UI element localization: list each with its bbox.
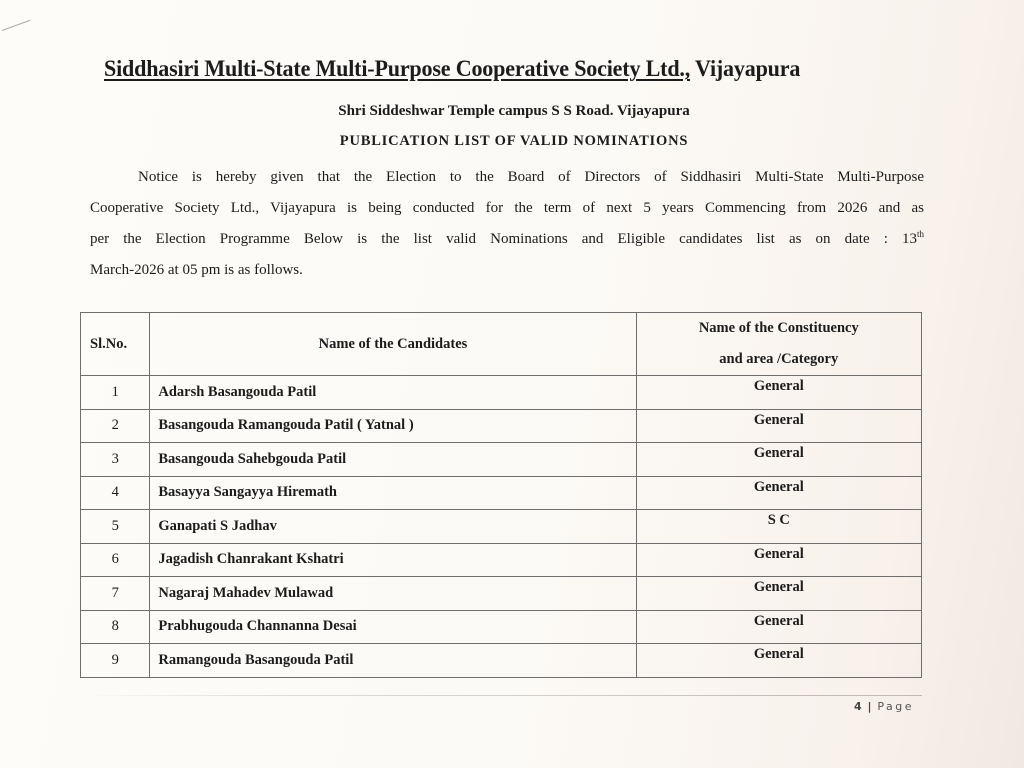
society-name: Siddhasiri Multi-State Multi-Purpose Cooperative Society Ltd.,: [104, 56, 691, 81]
table-row: [81, 476, 922, 510]
table-row: [81, 376, 922, 410]
page-footer: [854, 700, 914, 713]
cell-category: General: [636, 409, 921, 443]
notice-paragraph: [90, 162, 924, 286]
table-row: [81, 577, 922, 611]
cell-sl-no: 5: [81, 510, 150, 544]
header-category-line2: and area /Category: [719, 351, 839, 367]
cell-candidate-name: Basayya Sangayya Hiremath: [150, 476, 636, 510]
table-row: [81, 443, 922, 477]
table-row: [81, 510, 922, 544]
society-address: Shri Siddeshwar Temple campus S S Road. Vijayapura: [338, 103, 690, 119]
table-row: [81, 543, 922, 577]
cell-category: General: [636, 644, 921, 678]
page-label: Page: [877, 700, 915, 713]
cell-candidate-name: Jagadish Chanrakant Kshatri: [150, 543, 636, 577]
cell-category: General: [636, 577, 921, 611]
footer-divider: [80, 695, 922, 696]
cell-sl-no: 3: [81, 443, 150, 477]
cell-sl-no: 9: [81, 644, 150, 678]
cell-sl-no: 1: [81, 376, 150, 410]
header-sl-no: Sl.No.: [81, 313, 150, 376]
cell-candidate-name: Ganapati S Jadhav: [150, 510, 636, 544]
table-row: [81, 610, 922, 644]
cell-sl-no: 2: [81, 409, 150, 443]
notice-line: March-2026 at 05 pm is as follows.: [90, 262, 303, 278]
cell-candidate-name: Nagaraj Mahadev Mulawad: [150, 577, 636, 611]
table-body: [81, 376, 922, 678]
cell-sl-no: 8: [81, 610, 150, 644]
notice-line: [90, 224, 924, 255]
page-separator: |: [867, 700, 873, 713]
header-category: [636, 313, 921, 376]
document-title: [104, 56, 891, 82]
notice-line-text: per the Election Programme Below is the list valid Nominations and Eligible candidates list as on date : 13: [90, 231, 917, 247]
ordinal-suffix: th: [916, 229, 924, 239]
cell-category: General: [636, 443, 921, 477]
cell-candidate-name: Basangouda Sahebgouda Patil: [150, 443, 636, 477]
table-row: [81, 409, 922, 443]
cell-sl-no: 6: [81, 543, 150, 577]
cell-category: General: [636, 610, 921, 644]
cell-category: General: [636, 476, 921, 510]
nominations-table: [80, 312, 922, 678]
table-row: [81, 644, 922, 678]
cell-candidate-name: Adarsh Basangouda Patil: [150, 376, 636, 410]
cell-candidate-name: Prabhugouda Channanna Desai: [150, 610, 636, 644]
table-header-row: [81, 313, 922, 376]
page-number: 4: [854, 700, 863, 713]
society-city: Vijayapura: [690, 56, 801, 81]
notice-line: Cooperative Society Ltd., Vijayapura is being conducted for the term of next 5 years Commencing from 2026 and as: [90, 200, 924, 216]
cell-category: S C: [636, 510, 921, 544]
cell-sl-no: 7: [81, 577, 150, 611]
stray-pen-mark: [2, 20, 31, 31]
publication-heading: PUBLICATION LIST OF VALID NOMINATIONS: [339, 133, 689, 149]
cell-candidate-name: Ramangouda Basangouda Patil: [150, 644, 636, 678]
header-category-line1: Name of the Constituency: [698, 320, 859, 336]
cell-category: General: [636, 543, 921, 577]
cell-category: General: [636, 376, 921, 410]
cell-sl-no: 4: [81, 476, 150, 510]
header-candidate-name: Name of the Candidates: [150, 313, 636, 376]
cell-candidate-name: Basangouda Ramangouda Patil ( Yatnal ): [150, 409, 636, 443]
notice-line: Notice is hereby given that the Election to the Board of Directors of Siddhasiri Multi-State Multi-Purpose: [138, 169, 924, 185]
